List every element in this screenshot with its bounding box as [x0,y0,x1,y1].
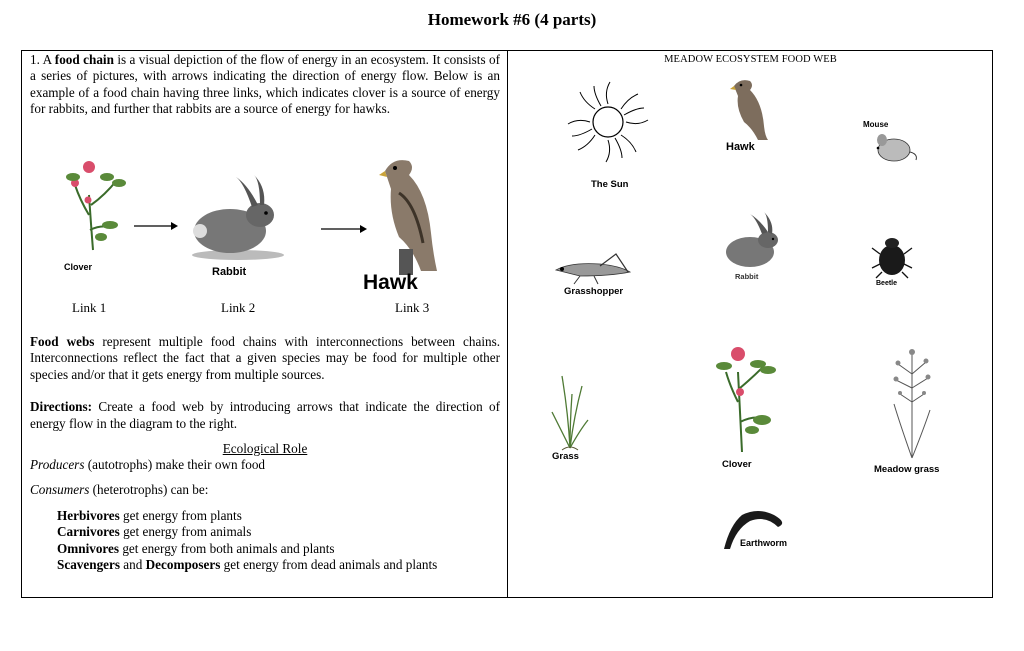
food-chain-paragraph: 1. A food chain is a visual depiction of the flow of energy in an ecosystem. It consists of a series of pictures, with arrows indicating the direction of energy flow. Below is an example of a food chain having three links, which indicates clover is a source of energy for rabbits, and further that rabbits are a source of energy for hawks. [30,52,500,117]
clover-label: Clover [64,262,93,272]
hawk-label: Hawk [726,141,755,153]
mouse-label: Mouse [863,120,889,129]
rabbit-image [188,173,288,263]
mouse-image [870,130,920,164]
clover-image [55,155,140,255]
sun-image [564,78,652,166]
directions-term: Directions: [30,399,93,415]
food-webs-paragraph: Food webs represent multiple food chains with interconnections between chains. Interconnections reflect the fact that a given species may be food for multiple other species and/or that it gets energy from multiple sources. [30,334,501,382]
ecological-role-section [30,441,500,498]
hawk-label: Hawk [363,271,418,294]
food-web-title: MEADOW ECOSYSTEM FOOD WEB [664,54,837,65]
list-item: Scavengers and Decomposers get energy from dead animals and plants [57,556,438,572]
consumer-types-list [57,508,437,573]
beetle-label: Beetle [876,280,898,287]
grass-label: Grass [552,451,579,462]
meadow-grass-image [886,344,938,460]
producers-line: Producers (autotrophs) make their own food [30,457,266,472]
link-3-label: Link 3 [395,300,430,315]
clover-image [712,342,782,454]
directions-paragraph: Directions: Create a food web by introducing arrows that indicate the direction of energy flow in the diagram to the right. [30,399,500,431]
page-title: Homework #6 (4 parts) [427,10,597,29]
list-item: Carnivores get energy from animals [57,524,252,540]
link-1-label: Link 1 [72,300,107,315]
meadow-grass-label: Meadow grass [874,464,940,475]
rabbit-image [720,212,786,272]
grass-image [548,372,592,452]
ecological-role-heading: Ecological Role [222,441,308,456]
beetle-image [870,232,914,280]
sun-label: The Sun [591,179,629,190]
rabbit-label: Rabbit [735,272,759,281]
column-divider [507,50,508,598]
hawk-image [728,76,772,142]
grasshopper-label: Grasshopper [564,286,624,297]
food-chain-term: food chain [54,52,114,67]
arrow-right-icon [320,222,368,236]
consumers-line: Consumers (heterotrophs) can be: [30,482,209,497]
link-2-label: Link 2 [221,300,256,315]
earthworm-label: Earthworm [740,538,788,548]
rabbit-label: Rabbit [212,266,247,278]
list-item: Omnivores get energy from both animals and plants [57,540,335,556]
hawk-image [375,153,447,275]
food-webs-term: Food webs [30,334,95,349]
left-column [30,52,500,118]
arrow-right-icon [133,219,179,233]
left-column-lower [30,334,500,432]
list-item: Herbivores get energy from plants [57,508,242,523]
clover-label: Clover [722,459,752,470]
grasshopper-image [550,252,636,286]
